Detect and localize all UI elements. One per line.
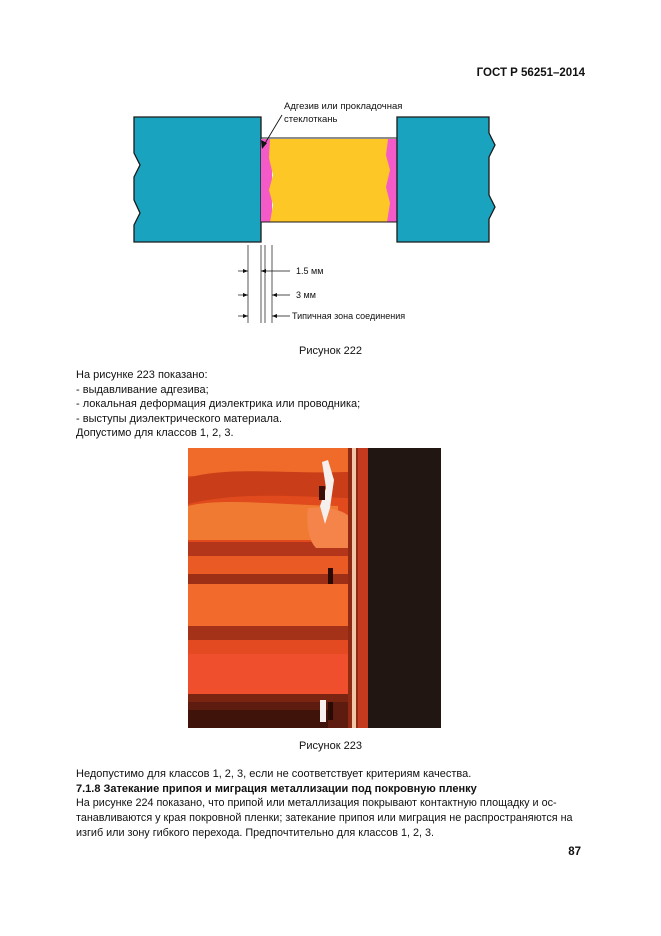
list-verdict: Допустимо для классов 1, 2, 3. [76,427,234,439]
figure-223-photo [188,448,441,728]
list-item: - локальная деформация диэлектрика или проводника; [76,398,361,410]
core-material [269,139,390,222]
paragraph-line: На рисунке 224 показано, что припой или металлизация покрывают контактную площадку и ос- [76,797,557,809]
figure-222-diagram [120,95,540,330]
after-verdict: Недопустимо для классов 1, 2, 3, если не соответствует критериям качества. [76,768,472,780]
dimension-1-5mm: 1.5 мм [296,266,324,276]
figure-222-caption: Рисунок 222 [299,345,362,357]
paragraph-line: изгиб или зону гибкого перехода. Предпочтительно для классов 1, 2, 3. [76,827,435,839]
list-intro: На рисунке 223 показано: [76,369,208,381]
paragraph-line: танавливаются у края покровной пленки; затекание припоя или миграция не распространяются на [76,812,573,824]
list-item: - выдавливание адгезива; [76,383,209,396]
right-substrate-block [397,117,495,242]
document-header: ГОСТ Р 56251–2014 [476,67,585,79]
figure-223-caption: Рисунок 223 [299,740,362,752]
left-substrate-block [134,117,261,242]
callout-label-line2: стеклоткань [284,114,338,125]
dimension-typical-zone: Типичная зона соединения [292,311,406,321]
page-number: 87 [568,846,581,858]
list-item: - выступы диэлектрического материала. [76,412,283,425]
dimension-3mm: 3 мм [296,290,316,300]
callout-label-line1: Адгезив или прокладочная [284,101,403,112]
section-heading: 7.1.8 Затекание припоя и миграция металлизации под покровную пленку [76,782,477,795]
